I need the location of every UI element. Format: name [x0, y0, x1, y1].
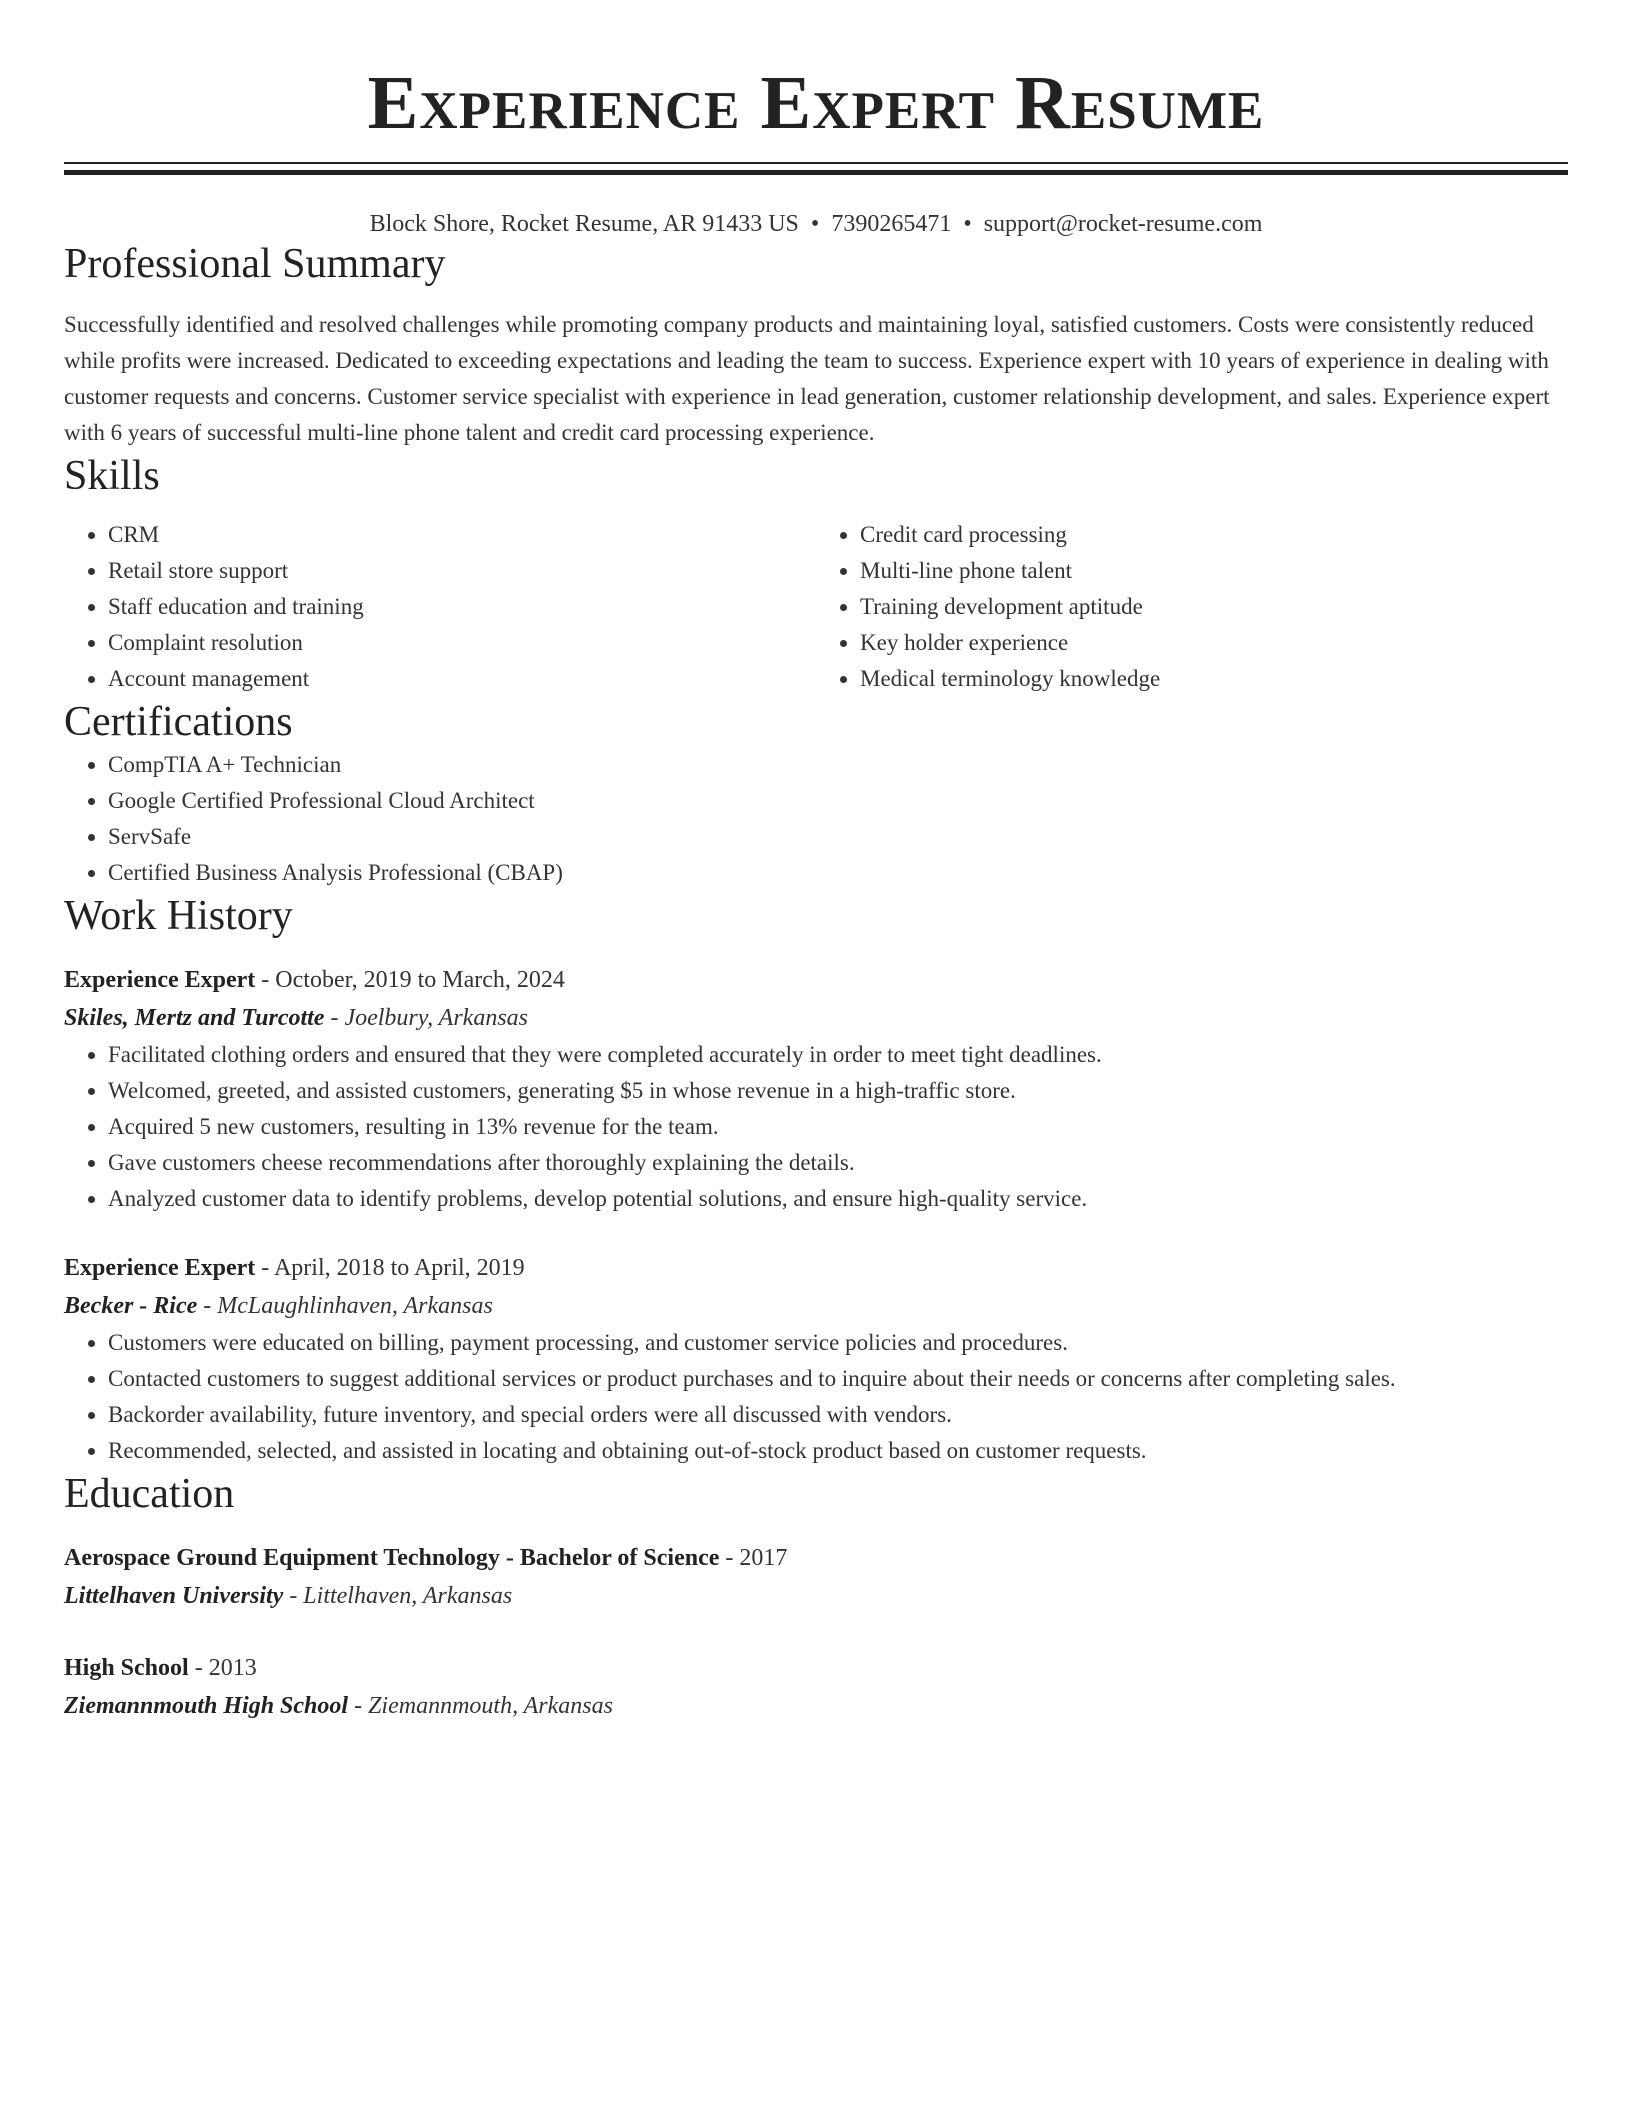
education-heading	[64, 1649, 1568, 1687]
education-year: - 2017	[719, 1545, 788, 1571]
education-degree: Aerospace Ground Equipment Technology - Bachelor of Science	[64, 1545, 720, 1571]
job-duty-item: • Backorder availability, future inventory, and special orders were all discussed with vendors.	[108, 1397, 1568, 1433]
job-duty-item: • Customers were educated on billing, payment processing, and customer service policies and procedures.	[108, 1325, 1568, 1361]
job-duty-item: • Gave customers cheese recommendations after thoroughly explaining the details.	[108, 1145, 1568, 1181]
job-entry	[64, 1249, 1568, 1469]
section-heading-skills: Skills	[64, 453, 160, 499]
job-employer-line	[64, 999, 1568, 1037]
certification-item: • ServSafe	[108, 819, 1568, 855]
summary-text: Successfully identified and resolved challenges while promoting company products and maintaining loyal, satisfied customers. Costs were consistently reduced while profits were increased. Dedicated to exceeding expectations and leading the team to success. Experience expert with 10 years of experience in dealing with customer requests and concerns. Customer service specialist with experience in lead generation, customer relationship development, and sales. Experience expert with 6 years of successful multi-line phone talent and credit card processing experience.	[64, 312, 1550, 445]
skill-item: • Staff education and training	[108, 589, 816, 625]
job-company: Skiles, Mertz and Turcotte	[64, 1005, 325, 1031]
skill-item: • Multi-line phone talent	[860, 553, 1568, 589]
title-divider-thick	[64, 170, 1568, 175]
education-heading	[64, 1539, 1568, 1577]
section-heading-work-history: Work History	[64, 893, 293, 939]
job-company: Becker - Rice	[64, 1293, 198, 1319]
education-year: - 2013	[188, 1655, 257, 1681]
education-school-line	[64, 1687, 1568, 1725]
education-degree: High School	[64, 1655, 189, 1681]
title-divider-thin	[64, 162, 1568, 164]
education-school-line	[64, 1577, 1568, 1615]
job-dates: - April, 2018 to April, 2019	[255, 1255, 525, 1281]
contact-phone: 7390265471	[831, 211, 952, 237]
job-duties-list	[64, 1325, 1568, 1469]
job-heading	[64, 961, 1568, 999]
certifications-list	[64, 747, 1568, 891]
job-duty-item: • Analyzed customer data to identify problems, develop potential solutions, and ensure high-quality service.	[108, 1181, 1568, 1217]
certification-item: • Google Certified Professional Cloud Architect	[108, 783, 1568, 819]
skill-item: • Medical terminology knowledge	[860, 661, 1568, 697]
job-role: Experience Expert	[64, 1255, 256, 1281]
job-employer-line	[64, 1287, 1568, 1325]
education-location: - Littelhaven, Arkansas	[283, 1583, 513, 1609]
resume-title: Experience Expert Resume	[367, 61, 1265, 145]
job-dates: - October, 2019 to March, 2024	[255, 967, 565, 993]
section-heading-summary: Professional Summary	[64, 241, 446, 287]
job-duties-list	[64, 1037, 1568, 1217]
job-location: - McLaughlinhaven, Arkansas	[197, 1293, 493, 1319]
skills-columns	[64, 517, 1568, 697]
skill-item: • Complaint resolution	[108, 625, 816, 661]
job-duty-item: • Contacted customers to suggest additional services or product purchases and to inquire about their needs or concerns after completing sales.	[108, 1361, 1568, 1397]
skill-item: • Retail store support	[108, 553, 816, 589]
contact-address: Block Shore, Rocket Resume, AR 91433 US	[369, 211, 799, 237]
job-location: - Joelbury, Arkansas	[324, 1005, 528, 1031]
skill-item: • Key holder experience	[860, 625, 1568, 661]
education-school: Ziemannmouth High School	[64, 1693, 349, 1719]
contact-separator: •	[963, 211, 972, 237]
contact-email: support@rocket-resume.com	[983, 211, 1263, 237]
section-heading-certifications: Certifications	[64, 699, 293, 745]
education-entry	[64, 1539, 1568, 1615]
skill-item: • Account management	[108, 661, 816, 697]
job-duty-item: • Welcomed, greeted, and assisted customers, generating $5 in whose revenue in a high-traffic store.	[108, 1073, 1568, 1109]
job-role: Experience Expert	[64, 967, 256, 993]
skill-item: • CRM	[108, 517, 816, 553]
skill-item: • Training development aptitude	[860, 589, 1568, 625]
job-duty-item: • Acquired 5 new customers, resulting in 13% revenue for the team.	[108, 1109, 1568, 1145]
skills-list-left	[64, 517, 816, 697]
skills-list-right	[816, 517, 1568, 697]
section-heading-education: Education	[64, 1471, 235, 1517]
contact-separator: •	[810, 211, 820, 237]
certification-item: • CompTIA A+ Technician	[108, 747, 1568, 783]
contact-line	[64, 209, 1568, 239]
job-heading	[64, 1249, 1568, 1287]
skill-item: • Credit card processing	[860, 517, 1568, 553]
certification-item: • Certified Business Analysis Professional (CBAP)	[108, 855, 1568, 891]
education-school: Littelhaven University	[64, 1583, 284, 1609]
education-location: - Ziemannmouth, Arkansas	[348, 1693, 613, 1719]
job-duty-item: • Recommended, selected, and assisted in locating and obtaining out-of-stock product based on customer requests.	[108, 1433, 1568, 1469]
job-entry	[64, 961, 1568, 1217]
education-entry	[64, 1649, 1568, 1725]
job-duty-item: • Facilitated clothing orders and ensured that they were completed accurately in order to meet tight deadlines.	[108, 1037, 1568, 1073]
